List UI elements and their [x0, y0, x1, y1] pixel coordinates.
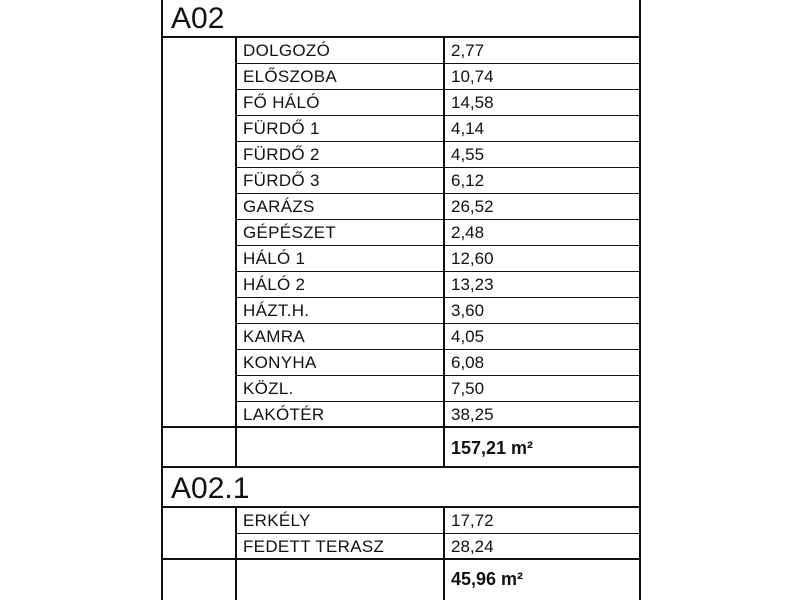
section-total: 157,21 m² — [451, 438, 534, 458]
room-row — [235, 38, 639, 64]
room-area: 3,60 — [451, 301, 485, 320]
room-name: KAMRA — [243, 327, 305, 346]
room-name: LAKÓTÉR — [243, 405, 325, 424]
room-name: GÉPÉSZET — [243, 223, 337, 242]
room-row — [235, 324, 639, 350]
room-area: 13,23 — [451, 275, 494, 294]
room-area: 7,50 — [451, 379, 485, 398]
room-name: KONYHA — [243, 353, 317, 372]
room-name: FÜRDŐ 3 — [243, 171, 320, 190]
room-row — [163, 402, 639, 428]
room-name: GARÁZS — [243, 197, 315, 216]
room-row — [235, 90, 639, 116]
room-name: FEDETT TERASZ — [243, 537, 385, 556]
room-name: ELŐSZOBA — [243, 67, 338, 86]
room-name: HÁLÓ 1 — [243, 249, 306, 268]
room-row — [235, 272, 639, 298]
room-row — [235, 194, 639, 220]
room-row — [235, 142, 639, 168]
room-row — [163, 534, 639, 560]
room-area: 14,58 — [451, 93, 494, 112]
room-name: DOLGOZÓ — [243, 41, 331, 60]
room-name: KÖZL. — [243, 379, 294, 398]
room-area: 10,74 — [451, 67, 494, 86]
room-area: 12,60 — [451, 249, 494, 268]
room-area: 4,05 — [451, 327, 485, 346]
room-area: 2,77 — [451, 41, 485, 60]
area-schedule-table — [161, 0, 639, 600]
room-area: 17,72 — [451, 511, 494, 530]
section-total-row — [163, 560, 639, 600]
room-name: HÁZT.H. — [243, 301, 310, 320]
room-area: 2,48 — [451, 223, 485, 242]
room-area: 28,24 — [451, 537, 494, 556]
room-name: ERKÉLY — [243, 511, 311, 530]
section-header-a02-1 — [161, 468, 641, 508]
room-name: HÁLÓ 2 — [243, 275, 306, 294]
room-row — [235, 376, 639, 402]
room-area: 6,08 — [451, 353, 485, 372]
room-row — [235, 246, 639, 272]
room-area: 26,52 — [451, 197, 494, 216]
room-area: 4,55 — [451, 145, 485, 164]
room-row — [235, 350, 639, 376]
section-body-a02 — [161, 38, 641, 468]
room-row — [235, 220, 639, 246]
section-header-a02 — [161, 0, 641, 38]
section-code: A02 — [171, 2, 225, 35]
room-area: 6,12 — [451, 171, 485, 190]
section-total: 45,96 m² — [451, 569, 524, 589]
room-area: 4,14 — [451, 119, 485, 138]
room-name: FÜRDŐ 1 — [243, 119, 320, 138]
room-name: FŐ HÁLÓ — [243, 93, 320, 112]
section-body-a02-1 — [161, 508, 641, 600]
section-code: A02.1 — [171, 472, 250, 505]
room-area: 38,25 — [451, 405, 494, 424]
room-row — [235, 298, 639, 324]
room-row — [235, 508, 639, 534]
room-row — [235, 168, 639, 194]
section-total-row — [163, 428, 639, 468]
room-row — [235, 64, 639, 90]
room-name: FÜRDŐ 2 — [243, 145, 320, 164]
room-row — [235, 116, 639, 142]
